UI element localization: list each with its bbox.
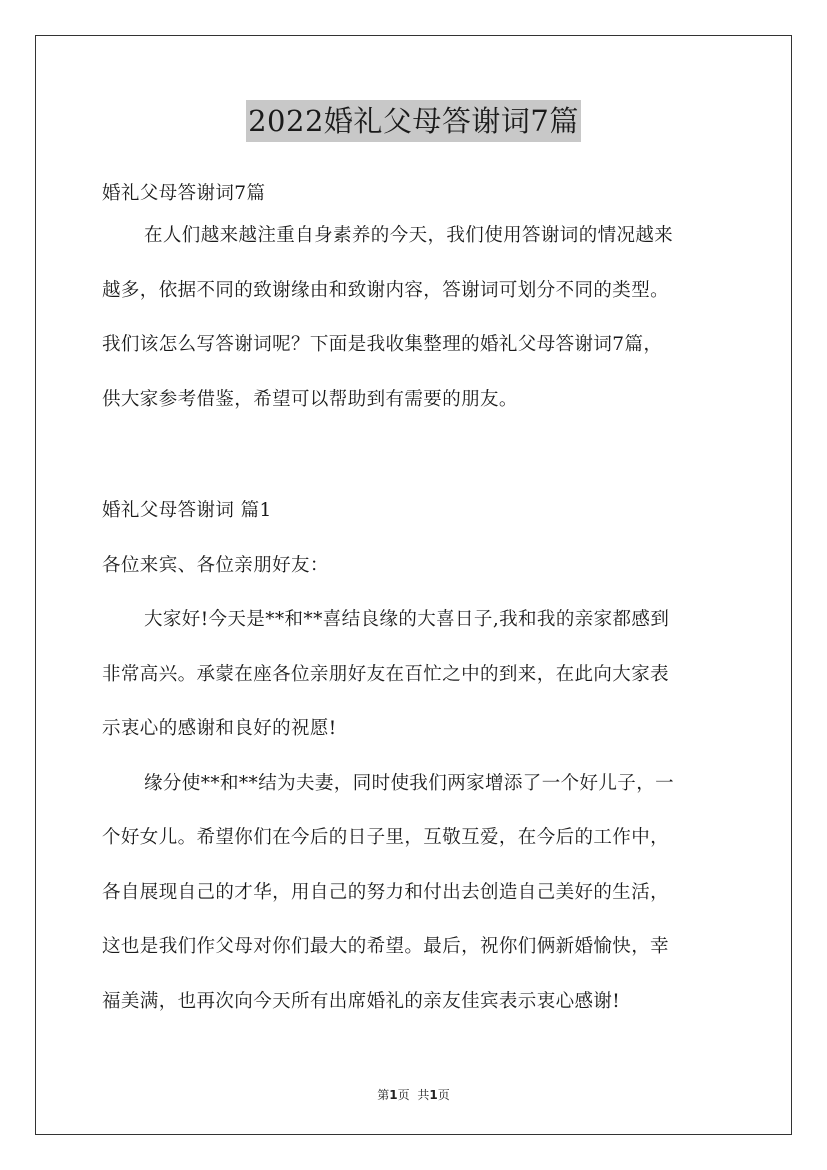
paragraph-line: 个好女儿。希望你们在今后的日子里，互敬互爱，在今后的工作中， xyxy=(102,827,670,848)
paragraph-line: 福美满，也再次向今天所有出席婚礼的亲友佳宾表示衷心感谢! xyxy=(102,990,621,1012)
footer-page-number: 1 xyxy=(389,1088,398,1102)
salutation: 各位来宾、各位亲朋好友： xyxy=(102,554,329,576)
document-body xyxy=(102,172,726,1034)
footer-page-prefix: 第 xyxy=(377,1088,390,1102)
paragraph-line: 各自展现自己的才华，用自己的努力和付出去创造自己美好的生活， xyxy=(102,881,670,903)
paragraph-line: 这也是我们作父母对你们最大的希望。最后，祝你们俩新婚愉快，幸 xyxy=(102,936,670,957)
paragraph-line: 示衷心的感谢和良好的祝愿! xyxy=(102,718,337,739)
document-subtitle: 婚礼父母答谢词7篇 xyxy=(102,183,266,204)
paragraph-line: 非常高兴。承蒙在座各位亲朋好友在百忙之中的到来，在此向大家表 xyxy=(102,663,670,685)
section-heading: 婚礼父母答谢词 篇1 xyxy=(102,500,272,521)
footer-total-number: 1 xyxy=(429,1088,438,1102)
title-container xyxy=(0,100,827,142)
intro-line: 越多，依据不同的致谢缘由和致谢内容，答谢词可划分不同的类型。 xyxy=(102,279,670,301)
document-title: 2022婚礼父母答谢词7篇 xyxy=(246,100,581,142)
paragraph-line: 大家好!今天是**和**喜结良缘的大喜日子,我和我的亲家都感到 xyxy=(144,609,670,630)
page-footer xyxy=(0,1086,827,1103)
paragraph-line: 缘分使**和**结为夫妻，同时使我们两家增添了一个好儿子，一 xyxy=(144,772,675,794)
footer-total-prefix: 共 xyxy=(417,1088,430,1102)
section-spacer xyxy=(102,432,726,489)
footer-total-unit: 页 xyxy=(437,1088,450,1102)
intro-line: 在人们越来越注重自身素养的今天，我们使用答谢词的情况越来 xyxy=(144,225,674,246)
intro-line: 供大家参考借鉴，希望可以帮助到有需要的朋友。 xyxy=(102,388,518,410)
footer-page-unit: 页 xyxy=(397,1088,410,1102)
intro-line: 我们该怎么写答谢词呢？下面是我收集整理的婚礼父母答谢词7篇， xyxy=(102,334,663,355)
